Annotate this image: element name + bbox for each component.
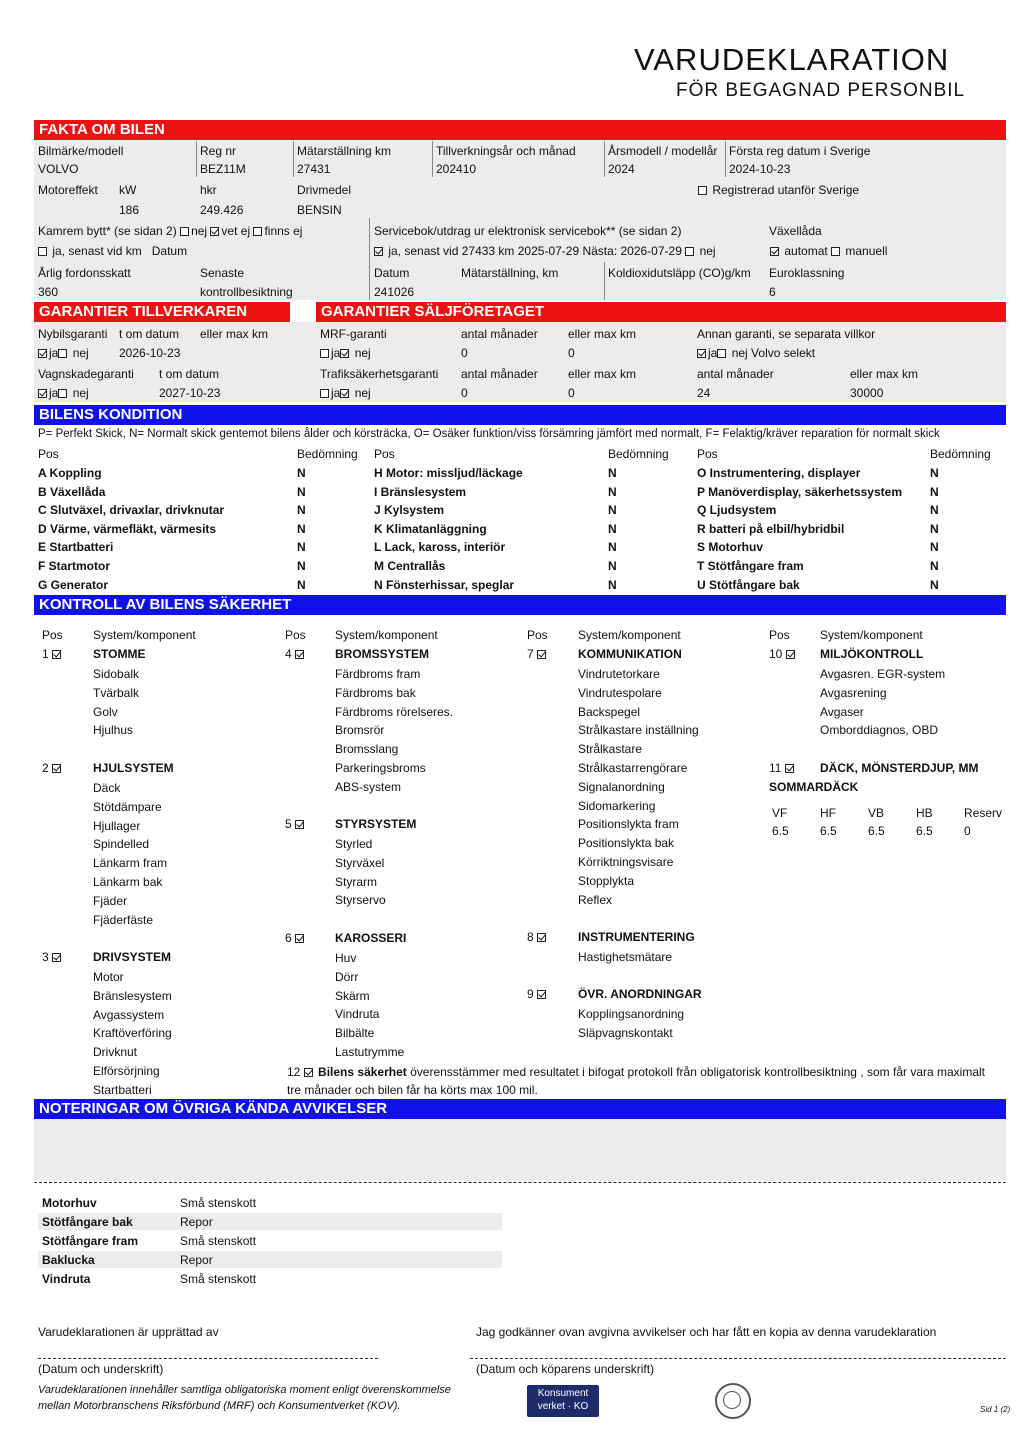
group-g8-checkbox[interactable] (537, 933, 546, 942)
group-number: 4 (285, 647, 292, 661)
kondition-item: E Startbatteri (38, 540, 114, 555)
sak-item: Positionslykta bak (578, 836, 675, 851)
sak-item: Skärm (335, 988, 370, 1003)
servicebok-ja-row: ja, senast vid 27433 km 2025-07-29 Nästa: 2026-07-29 nej (374, 244, 716, 258)
kondition-bedomning-2: Bedömning (608, 447, 669, 461)
kondition-item: K Klimatanläggning (374, 521, 487, 536)
tire-label: VF (772, 806, 788, 820)
sak-item: Bromsrör (335, 723, 385, 738)
sak-pos-3: Pos (527, 628, 548, 642)
sak-item: Golv (93, 704, 118, 719)
group-number: 2 (42, 761, 49, 775)
trafik-nej-checkbox[interactable] (340, 389, 349, 398)
label-forsta-reg: Första reg datum i Sverige (729, 144, 871, 158)
konsumentverket-logo: Konsument verket · KO (527, 1385, 599, 1417)
sak-group-12-line2: tre månader och bilen får ha körts max 100 mil. (287, 1083, 538, 1097)
kondition-grade: N (608, 521, 617, 536)
kondition-item: D Värme, värmefläkt, värmesits (38, 521, 217, 536)
sak-item: Fjäder (93, 893, 128, 908)
sak-item: Avgasren. EGR-system (820, 667, 946, 681)
sak-item: Stötdämpare (93, 799, 162, 814)
kondition-item: O Instrumentering, displayer (697, 466, 861, 480)
noter-note: Små stenskott (180, 1196, 257, 1210)
sak-item: Vindrutespolare (578, 685, 662, 700)
kondition-grade: N (930, 484, 939, 499)
sak-item: Tvärbalk (93, 685, 140, 700)
label-vaxellada: Växellåda (769, 224, 822, 238)
footer-godkanner: Jag godkänner ovan avgivna avvikelser och har fått en kopia av denna varudeklaration (476, 1325, 937, 1339)
nybil-ja-checkbox[interactable] (38, 349, 47, 358)
registrerad-utanfor: Registrerad utanför Sverige (698, 183, 859, 197)
value-fordonsskatt: 360 (38, 285, 59, 299)
manuell-checkbox[interactable] (831, 247, 840, 256)
vagn-nej-checkbox[interactable] (58, 389, 67, 398)
value-annan-km: 30000 (850, 386, 884, 400)
tire-label: HF (820, 806, 836, 820)
sak-item: Länkarm fram (93, 856, 168, 871)
sak-item: Huv (335, 951, 357, 965)
kondition-grade: N (930, 521, 939, 536)
value-nybil-datum: 2026-10-23 (119, 346, 181, 360)
kondition-grade: N (608, 577, 617, 592)
sak-item: Styrservo (335, 893, 386, 908)
kondition-item: N Fönsterhissar, speglar (374, 577, 515, 592)
sak-group-num (285, 817, 306, 831)
mrf-seal-icon (715, 1383, 751, 1419)
servicebok-nej-checkbox[interactable] (685, 247, 694, 256)
tire-value: 0 (964, 824, 971, 838)
group-g6-checkbox[interactable] (295, 934, 304, 943)
kondition-item: P Manöverdisplay, säkerhetssystem (697, 484, 902, 499)
kondition-pos-1: Pos (38, 447, 59, 461)
tire-label: VB (868, 806, 885, 820)
kondition-legend: P= Perfekt Skick, N= Normalt skick gentemot bilens ålder och körsträcka, O= Osäker funktion/viss försämring jämfört med normalt, F= Felaktig/kräver reparation för normalt skick (38, 428, 940, 440)
group-number: 1 (42, 647, 49, 661)
label-matar: Mätarställning km (297, 144, 392, 158)
value-mrf-man: 0 (461, 346, 468, 360)
sak-item: Spindelled (93, 837, 150, 852)
sak-item: Kopplingsanordning (578, 1007, 685, 1021)
sak-item: Bilbälte (335, 1026, 375, 1041)
kondition-grade: N (608, 503, 617, 518)
value-tillv: 202410 (436, 162, 477, 176)
group-number: 10 (769, 647, 783, 661)
kondition-grade: N (930, 577, 939, 592)
page-title: VARUDEKLARATION (634, 42, 950, 77)
sak-item: Färdbroms fram (335, 667, 421, 681)
kamrem-finns-ej-checkbox[interactable] (253, 227, 262, 236)
kondition-grade: N (297, 521, 306, 536)
label-mrf-km: eller max km (568, 327, 637, 341)
sak-item: Positionslykta fram (578, 817, 679, 832)
tire-label: HB (916, 806, 933, 820)
kondition-bedomning-3: Bedömning (930, 447, 991, 461)
servicebok-ja-checkbox[interactable] (374, 247, 383, 256)
section-sakerhet-header: KONTROLL AV BILENS SÄKERHET (34, 595, 1006, 615)
value-forsta-reg: 2024-10-23 (729, 162, 791, 176)
kondition-grade: N (608, 559, 617, 573)
kondition-grade: N (297, 559, 306, 573)
sak-group-title: KAROSSERI (335, 931, 407, 945)
kondition-item: T Stötfångare fram (697, 559, 804, 573)
mrf-ja-checkbox[interactable] (320, 349, 329, 358)
sak-group-title: STOMME (93, 647, 146, 661)
noteringar-panel (34, 1119, 1006, 1181)
vaxellada-row: automat manuell (770, 244, 887, 258)
vagn-ja-checkbox[interactable] (38, 389, 47, 398)
kondition-item: I Bränslesystem (374, 484, 467, 499)
trafik-janej: ja nej (320, 386, 371, 400)
label-drivmedel: Drivmedel (297, 183, 352, 197)
sak-item: Stopplykta (578, 873, 635, 888)
kondition-item: H Motor: missljud/läckage (374, 466, 523, 480)
sak-item: Sidomarkering (578, 798, 656, 813)
label-kontrollbesiktning: kontrollbesiktning (200, 285, 293, 299)
buyer-signature-line[interactable] (470, 1358, 1006, 1359)
value-mrf-km: 0 (568, 346, 575, 360)
page-number: Sid 1 (2) (980, 1405, 1011, 1414)
sak-item: Reflex (578, 892, 613, 907)
footer-info-2: mellan Motorbranschens Riksförbund (MRF) och Konsumentverket (KOV). (38, 1400, 401, 1412)
sak-group-title: STYRSYSTEM (335, 817, 417, 831)
kamrem-ja-row: ja, senast vid km Datum (38, 244, 187, 258)
label-regnr: Reg nr (200, 144, 237, 158)
value-annan-man: 24 (697, 386, 711, 400)
label-mrf-man: antal månader (461, 327, 538, 341)
value-matar: 27431 (297, 162, 331, 176)
sak-system-4: System/komponent (820, 628, 923, 642)
kondition-pos-3: Pos (697, 447, 718, 461)
group-g10-checkbox[interactable] (786, 650, 795, 659)
sak-group-title: HJULSYSTEM (93, 761, 174, 775)
sak-item: Styrled (335, 837, 373, 851)
value-hkr: 249.426 (200, 203, 244, 217)
kamrem-vet-ej-checkbox[interactable] (210, 227, 219, 236)
group-number: 6 (285, 931, 292, 945)
kondition-item: F Startmotor (38, 559, 110, 573)
section-saljforetaget-header: GARANTIER SÄLJFÖRETAGET (316, 302, 1006, 322)
sak-item: Hjulhus (93, 723, 134, 738)
kondition-grade: N (930, 466, 939, 480)
group-g1-checkbox[interactable] (52, 650, 61, 659)
kondition-item: L Lack, kaross, interiör (374, 540, 506, 555)
sak-item: Bränslesystem (93, 988, 172, 1003)
group-12-checkbox[interactable] (304, 1068, 313, 1077)
label-nybil-tom: t om datum (119, 327, 180, 341)
group-g11-checkbox[interactable] (785, 764, 794, 773)
label-vagn-tom: t om datum (159, 367, 220, 381)
kondition-grade: N (297, 484, 306, 499)
kondition-item: C Slutväxel, drivaxlar, drivknutar (38, 503, 225, 518)
value-besiktning-datum: 241026 (374, 285, 415, 299)
sak-item: Kraftöverföring (93, 1026, 172, 1041)
kamrem-row: Kamrem bytt* (se sidan 2) nej vet ej finns ej (38, 224, 303, 238)
nybil-janej: ja nej (38, 346, 89, 360)
kondition-grade: N (608, 540, 617, 555)
group-number: 11 (769, 761, 782, 775)
kondition-grade: N (297, 466, 306, 480)
kondition-item: B Växellåda (38, 484, 106, 499)
sak-system-3: System/komponent (578, 628, 681, 642)
kondition-item: R batteri på elbil/hybridbil (697, 521, 845, 536)
sak-group-title: DRIVSYSTEM (93, 950, 172, 964)
group-number: 5 (285, 817, 292, 831)
value-vagn-datum: 2027-10-23 (159, 386, 221, 400)
tire-label: Reserv (964, 806, 1003, 820)
label-trafik: Trafiksäkerhetsgaranti (320, 367, 439, 381)
sak-item: ABS-system (335, 779, 402, 794)
tire-value: 6.5 (820, 824, 837, 838)
kondition-grade: N (297, 577, 306, 592)
kondition-grade: N (930, 559, 939, 573)
sak-item: Däck (93, 781, 121, 795)
page-subtitle: FÖR BEGAGNAD PERSONBIL (676, 80, 966, 101)
label-senaste: Senaste (200, 266, 245, 280)
sak-group-num (285, 647, 306, 661)
mrf-janej: ja nej (320, 346, 371, 360)
group-g5-checkbox[interactable] (295, 820, 304, 829)
sak-group-title: DÄCK, MÖNSTERDJUP, MM (820, 761, 979, 775)
sak-item: Körriktningsvisare (578, 855, 674, 869)
sak-item: Strålkastarrengörare (578, 761, 688, 775)
sak-item: Drivknut (93, 1045, 138, 1060)
sak-group-12: 12 Bilens säkerhet överensstämmer med resultatet i bifogat protokoll från obligatorisk kontrollbesiktning , som får vara maximalt (287, 1065, 986, 1079)
sak-item: Fjäderfäste (93, 912, 154, 927)
sak-item: Avgasrening (820, 685, 887, 700)
group-number: 7 (527, 647, 534, 661)
seller-signature-line[interactable] (38, 1358, 378, 1359)
sak-group-num (42, 761, 63, 775)
kondition-item: Q Ljudsystem (697, 503, 777, 518)
sak-item: Motor (93, 970, 124, 984)
section-fakta-header: FAKTA OM BILEN (34, 120, 1006, 140)
value-euro: 6 (769, 285, 776, 299)
label-servicebok: Servicebok/utdrag ur elektronisk servicebok** (se sidan 2) (374, 224, 682, 238)
tire-value: 6.5 (772, 824, 789, 838)
sak-group-title: MILJÖKONTROLL (820, 647, 924, 661)
sak-group-title: INSTRUMENTERING (578, 930, 695, 944)
group-g2-checkbox[interactable] (52, 764, 61, 773)
sak-group-num (42, 647, 63, 661)
sak-item: Hastighetsmätare (578, 950, 673, 964)
label-koldioxid: Koldioxidutsläpp (CO)g/km (608, 266, 751, 280)
group-number: 8 (527, 930, 534, 944)
kondition-bedomning-1: Bedömning (297, 447, 358, 461)
sak-group-num (769, 647, 797, 661)
section-tillverkaren-header: GARANTIER TILLVERKAREN (34, 302, 290, 322)
label-euro: Euroklassning (769, 266, 845, 280)
sak-item: Styrväxel (335, 855, 385, 870)
noter-part: Stötfångare bak (42, 1215, 133, 1229)
noter-note: Små stenskott (180, 1272, 257, 1286)
kondition-item: M Centrallås (374, 559, 446, 573)
sak-pos-4: Pos (769, 628, 790, 642)
sak-item: Signalanordning (578, 779, 665, 794)
value-bilmarke: VOLVO (38, 162, 79, 176)
sak-item: Styrarm (335, 874, 377, 889)
label-trafik-km: eller max km (568, 367, 637, 381)
label-vagn: Vagnskadegaranti (38, 367, 134, 381)
sak-item: Sidobalk (93, 667, 140, 681)
noter-part: Vindruta (42, 1272, 91, 1286)
sak-item: Avgassystem (93, 1007, 165, 1022)
nybil-nej-checkbox[interactable] (58, 349, 67, 358)
group-g7-checkbox[interactable] (537, 650, 546, 659)
value-drivmedel: BENSIN (297, 203, 342, 217)
sak-item: Färdbroms bak (335, 685, 416, 700)
footer-info-1: Varudeklarationen innehåller samtliga obligatoriska moment enligt överenskommelse (38, 1384, 451, 1396)
kondition-grade: N (608, 484, 617, 499)
annan-ja-checkbox[interactable] (697, 349, 706, 358)
noter-note: Repor (180, 1253, 213, 1267)
noter-part: Motorhuv (42, 1196, 97, 1210)
sak-item: Länkarm bak (93, 875, 163, 889)
value-arsmodell: 2024 (608, 162, 635, 176)
sak-item: Startbatteri (93, 1082, 152, 1097)
sak-group-num (769, 761, 796, 775)
label-fordonsskatt: Årlig fordonsskatt (38, 266, 131, 280)
sak-group-title: BROMSSYSTEM (335, 647, 430, 661)
sak-pos-1: Pos (42, 628, 63, 642)
section-kondition-header: BILENS KONDITION (34, 405, 1006, 425)
value-trafik-km: 0 (568, 386, 575, 400)
sak-group-title: ÖVR. ANORDNINGAR (578, 987, 702, 1001)
annan-janej: ja nej Volvo selekt (697, 346, 815, 360)
label-annan: Annan garanti, se separata villkor (697, 327, 876, 341)
mrf-nej-checkbox[interactable] (340, 349, 349, 358)
sak-group-num (42, 950, 63, 964)
noter-note: Repor (180, 1215, 213, 1229)
label-mrf: MRF-garanti (320, 327, 387, 341)
kondition-item: S Motorhuv (697, 540, 763, 555)
sak-item: Lastutrymme (335, 1045, 405, 1059)
label-bilmarke: Bilmärke/modell (38, 144, 124, 158)
kondition-item: J Kylsystem (374, 503, 445, 518)
sak-item: Vindruta (335, 1007, 380, 1022)
tire-value: 6.5 (916, 824, 933, 838)
sak-item: Elförsörjning (93, 1064, 160, 1078)
sak-system-1: System/komponent (93, 628, 196, 642)
kamrem-ja-checkbox[interactable] (38, 247, 47, 256)
kondition-item: A Koppling (38, 466, 102, 480)
label-trafik-man: antal månader (461, 367, 538, 381)
kondition-item: G Generator (38, 577, 109, 592)
sak-group-title: KOMMUNIKATION (578, 647, 682, 661)
annan-nej-checkbox[interactable] (717, 349, 726, 358)
sak-item: Backspegel (578, 704, 641, 719)
vagn-janej: ja nej (38, 386, 89, 400)
sak-item: Strålkastare (578, 742, 643, 757)
label-kw: kW (119, 183, 137, 197)
trafik-ja-checkbox[interactable] (320, 389, 329, 398)
sommardack-label: SOMMARDÄCK (769, 780, 859, 794)
kondition-grade: N (930, 540, 939, 555)
sak-group-num (527, 647, 548, 661)
group-g3-checkbox[interactable] (52, 953, 61, 962)
sak-item: Hjullager (93, 818, 141, 833)
sak-group-num (527, 987, 548, 1001)
sak-item: Omborddiagnos, OBD (820, 723, 939, 738)
value-trafik-man: 0 (461, 386, 468, 400)
label-annan-man: antal månader (697, 367, 774, 381)
group-number: 9 (527, 987, 534, 1001)
sak-item: Vindrutetorkare (578, 667, 660, 681)
footer-upprattad: Varudeklarationen är upprättad av (38, 1325, 219, 1339)
sak-item: Släpvagnskontakt (578, 1025, 673, 1040)
label-matar2: Mätarställning, km (461, 266, 559, 280)
group-number: 3 (42, 950, 49, 964)
label-motoreffekt: Motoreffekt (38, 183, 98, 197)
sak-item: Färdbroms rörelseres. (335, 704, 454, 719)
label-arsmodell: Årsmodell / modellår (608, 144, 718, 158)
group-g4-checkbox[interactable] (295, 650, 304, 659)
sak-item: Avgaser (820, 704, 864, 719)
label-annan-km: eller max km (850, 367, 919, 381)
label-hkr: hkr (200, 183, 217, 197)
value-regnr: BEZ11M (200, 162, 246, 176)
label-nybil: Nybilsgaranti (38, 327, 108, 341)
reg-utanfor-checkbox[interactable] (698, 186, 707, 195)
sak-system-2: System/komponent (335, 628, 438, 642)
noter-row-bg (38, 1251, 502, 1268)
sak-group-num (527, 930, 548, 944)
label-besiktning-datum: Datum (374, 266, 410, 280)
tire-value: 6.5 (868, 824, 885, 838)
label-tillv: Tillverkningsår och månad (436, 144, 576, 158)
noter-part: Baklucka (42, 1253, 95, 1267)
automat-checkbox[interactable] (770, 247, 779, 256)
sak-item: Strålkastare inställning (578, 723, 699, 738)
kamrem-nej-checkbox[interactable] (180, 227, 189, 236)
group-g9-checkbox[interactable] (537, 990, 546, 999)
kondition-grade: N (297, 503, 306, 518)
sak-pos-2: Pos (285, 628, 306, 642)
kondition-item: U Stötfångare bak (697, 577, 800, 592)
noter-part: Stötfångare fram (42, 1234, 139, 1248)
label-nybil-maxkm: eller max km (200, 327, 269, 341)
sak-item: Dörr (335, 969, 359, 984)
sak-item: Bromsslang (335, 742, 399, 757)
footer-datum-kopare: (Datum och köparens underskrift) (476, 1362, 655, 1376)
footer-datum-underskrift: (Datum och underskrift) (38, 1362, 164, 1376)
sak-item: Parkeringsbroms (335, 761, 426, 775)
kondition-pos-2: Pos (374, 447, 395, 461)
section-noteringar-header: NOTERINGAR OM ÖVRIGA KÄNDA AVVIKELSER (34, 1099, 1006, 1119)
noter-note: Små stenskott (180, 1234, 257, 1248)
sak-group-num (285, 931, 306, 945)
kondition-grade: N (297, 540, 306, 555)
value-kw: 186 (119, 203, 140, 217)
kondition-grade: N (608, 466, 617, 480)
kondition-grade: N (930, 503, 939, 518)
